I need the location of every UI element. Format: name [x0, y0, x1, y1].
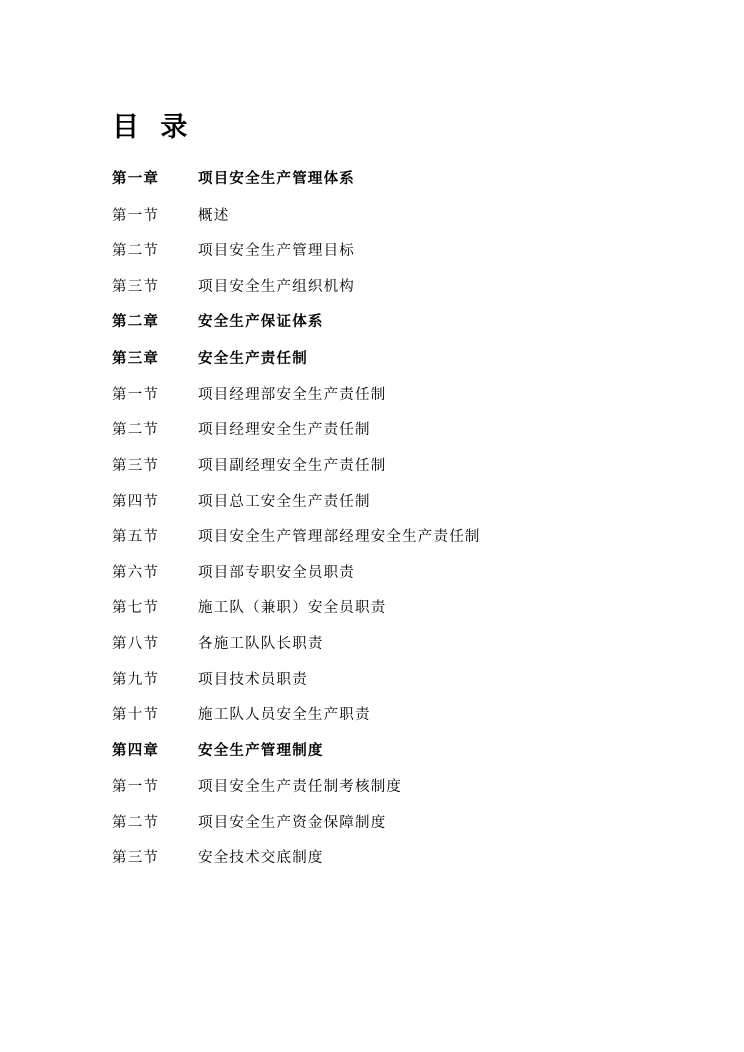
toc-chapter-row[interactable]: [112, 350, 648, 368]
toc-entry-label: 第三节: [112, 850, 160, 867]
toc-entry-label: 第一节: [112, 779, 160, 796]
toc-entry-label: 第七节: [112, 600, 160, 617]
toc-entry-label: 第二节: [112, 243, 160, 260]
toc-entry-label: 第三章: [112, 349, 160, 367]
toc-entry-title: 项目安全生产管理部经理安全生产责任制: [198, 529, 481, 546]
toc-entry-title: 安全技术交底制度: [198, 850, 324, 867]
toc-chapter-row[interactable]: [112, 170, 648, 188]
toc-entry-title: 项目安全生产管理体系: [198, 170, 355, 188]
toc-entry-label: 第一章: [112, 170, 160, 188]
toc-entry-title: 项目安全生产组织机构: [198, 278, 355, 295]
toc-entry-title: 项目部专职安全员职责: [198, 564, 355, 581]
toc-list: [112, 170, 648, 867]
toc-section-row[interactable]: [112, 564, 648, 582]
toc-entry-title: 安全生产管理制度: [198, 741, 324, 759]
toc-entry-label: 第三节: [112, 457, 160, 474]
toc-entry-title: 安全生产保证体系: [198, 313, 324, 331]
toc-section-row[interactable]: [112, 599, 648, 617]
toc-section-row[interactable]: [112, 814, 648, 832]
toc-entry-title: 概述: [198, 207, 230, 224]
toc-entry-title: 项目经理部安全生产责任制: [198, 386, 387, 403]
toc-section-row[interactable]: [112, 242, 648, 260]
toc-entry-label: 第二节: [112, 422, 160, 439]
toc-section-row[interactable]: [112, 635, 648, 653]
toc-entry-title: 各施工队队长职责: [198, 636, 324, 653]
toc-entry-label: 第一节: [112, 207, 160, 224]
toc-entry-title: 项目总工安全生产责任制: [198, 493, 371, 510]
toc-entry-label: 第四节: [112, 493, 160, 510]
toc-section-row[interactable]: [112, 278, 648, 296]
toc-section-row[interactable]: [112, 207, 648, 225]
toc-chapter-row[interactable]: [112, 313, 648, 331]
toc-entry-label: 第二章: [112, 313, 160, 331]
toc-section-row[interactable]: [112, 493, 648, 511]
toc-entry-title: 施工队人员安全生产职责: [198, 707, 371, 724]
toc-section-row[interactable]: [112, 386, 648, 404]
toc-section-row[interactable]: [112, 671, 648, 689]
page-title: 目 录: [112, 112, 194, 143]
toc-entry-title: 项目安全生产资金保障制度: [198, 814, 387, 831]
toc-entry-title: 项目经理安全生产责任制: [198, 422, 371, 439]
toc-entry-label: 第六节: [112, 564, 160, 581]
toc-entry-label: 第九节: [112, 671, 160, 688]
toc-entry-label: 第八节: [112, 636, 160, 653]
toc-section-row[interactable]: [112, 706, 648, 724]
toc-section-row[interactable]: [112, 528, 648, 546]
toc-entry-label: 第一节: [112, 386, 160, 403]
toc-entry-title: 项目技术员职责: [198, 671, 308, 688]
toc-entry-title: 安全生产责任制: [198, 349, 308, 367]
toc-entry-label: 第二节: [112, 814, 160, 831]
toc-entry-title: 项目副经理安全生产责任制: [198, 457, 387, 474]
toc-section-row[interactable]: [112, 421, 648, 439]
toc-entry-title: 项目安全生产管理目标: [198, 243, 355, 260]
toc-entry-label: 第五节: [112, 529, 160, 546]
toc-content: [112, 112, 648, 885]
toc-entry-label: 第四章: [112, 741, 160, 759]
toc-section-row[interactable]: [112, 457, 648, 475]
toc-chapter-row[interactable]: [112, 742, 648, 760]
toc-entry-label: 第三节: [112, 278, 160, 295]
toc-section-row[interactable]: [112, 849, 648, 867]
toc-section-row[interactable]: [112, 778, 648, 796]
toc-entry-title: 项目安全生产责任制考核制度: [198, 779, 403, 796]
toc-entry-label: 第十节: [112, 707, 160, 724]
toc-entry-title: 施工队（兼职）安全员职责: [198, 600, 387, 617]
